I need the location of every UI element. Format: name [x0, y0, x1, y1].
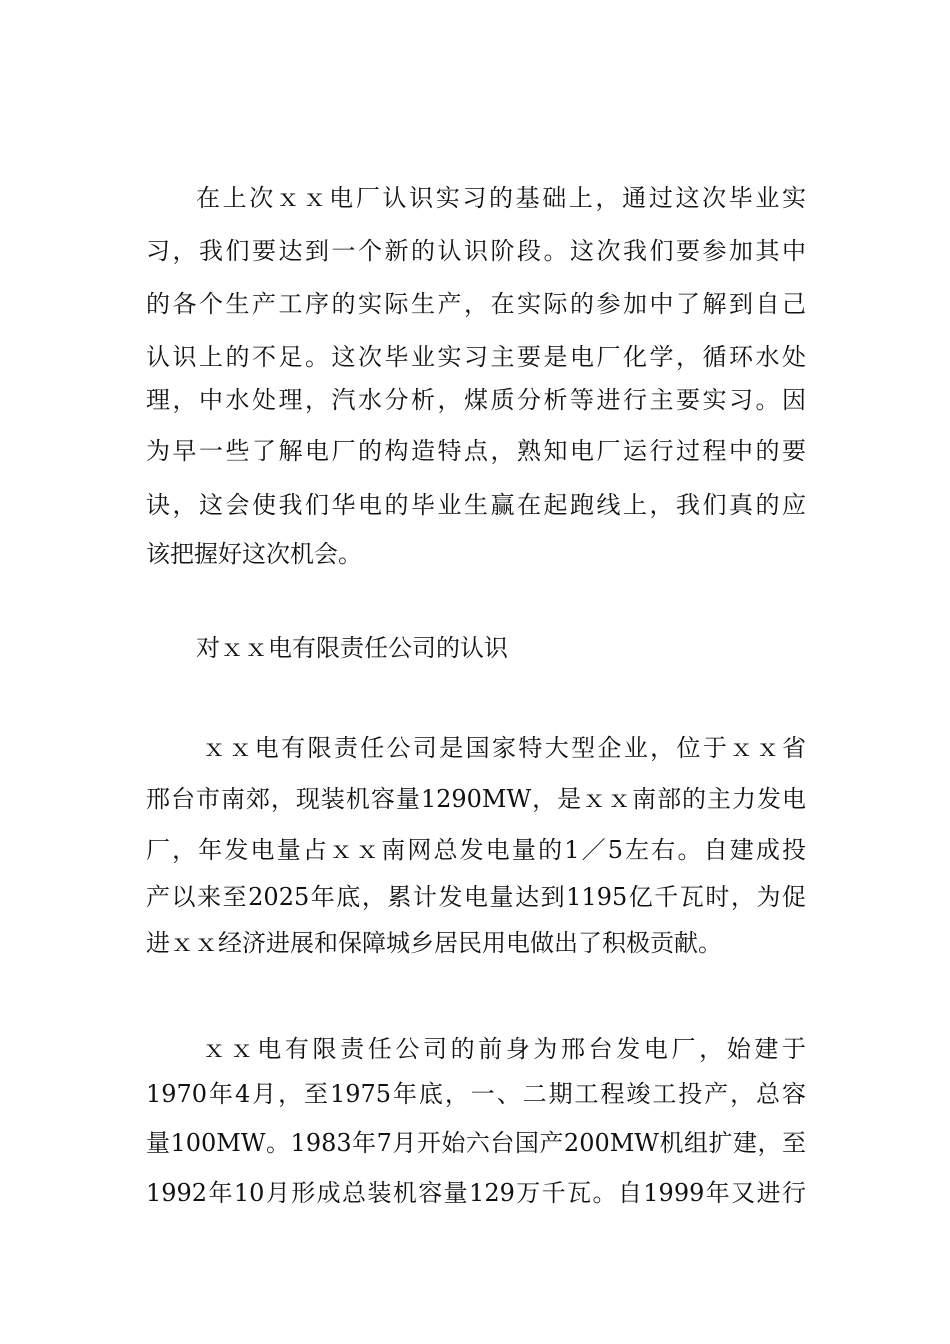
- paragraph-line: 1992年10月形成总装机容量129万千瓦。自1999年又进行: [146, 1179, 806, 1207]
- paragraph-line: 为早一些了解电厂的构造特点，熟知电厂运行过程中的要: [146, 437, 806, 465]
- paragraph-line: 1970年4月，至1975年底，一、二期工程竣工投产，总容: [146, 1080, 806, 1108]
- paragraph-line: 诀，这会使我们华电的毕业生赢在起跑线上，我们真的应: [146, 491, 806, 519]
- paragraph-line: 理，中水处理，汽水分析，煤质分析等进行主要实习。因: [146, 386, 806, 414]
- paragraph-line: ｘｘ电有限责任公司是国家特大型企业，位于ｘｘ省: [202, 734, 806, 762]
- paragraph-line: 量100MW。1983年7月开始六台国产200MW机组扩建，至: [146, 1129, 806, 1157]
- paragraph-line: 进ｘｘ经济进展和保障城乡居民用电做出了积极贡献。: [146, 929, 722, 957]
- paragraph-line: 习，我们要达到一个新的认识阶段。这次我们要参加其中: [146, 237, 806, 265]
- paragraph-line: 该把握好这次机会。: [146, 540, 362, 568]
- paragraph-line: 厂，年发电量占ｘｘ南网总发电量的1／5左右。自建成投: [146, 836, 806, 864]
- paragraph-line: 产以来至2025年底，累计发电量达到1195亿千瓦时，为促: [146, 883, 806, 911]
- paragraph-line: ｘｘ电有限责任公司的前身为邢台发电厂，始建于: [202, 1035, 806, 1063]
- paragraph-line: 的各个生产工序的实际生产，在实际的参加中了解到自己: [146, 290, 806, 318]
- paragraph-line: 邢台市南郊，现装机容量1290MW，是ｘｘ南部的主力发电: [146, 785, 806, 813]
- paragraph-line: 认识上的不足。这次毕业实习主要是电厂化学，循环水处: [146, 343, 806, 371]
- section-heading: 对ｘｘ电有限责任公司的认识: [196, 634, 508, 662]
- paragraph-line: 在上次ｘｘ电厂认识实习的基础上，通过这次毕业实: [196, 184, 806, 212]
